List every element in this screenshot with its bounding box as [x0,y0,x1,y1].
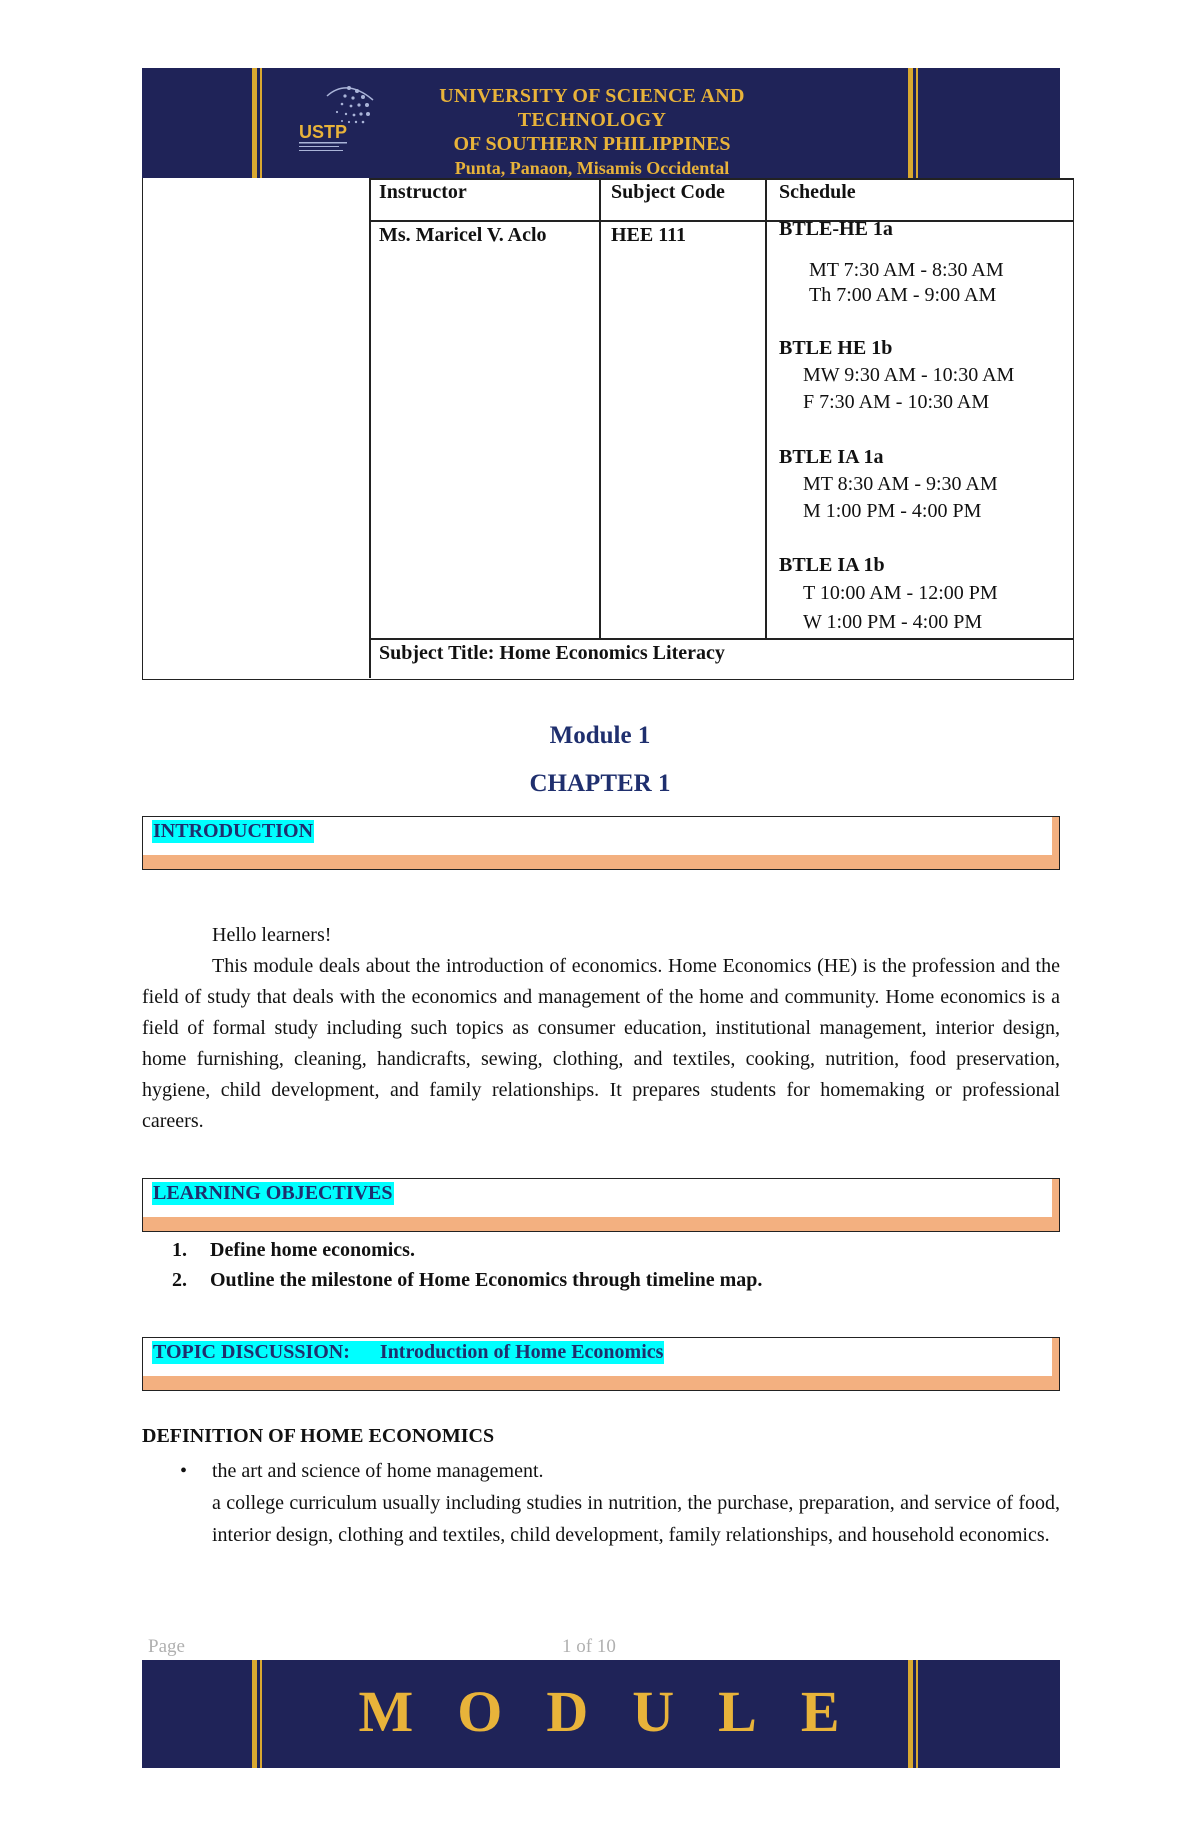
gold-stripe [908,1660,913,1768]
schedule-block [779,444,883,471]
learning-objectives-section-box [142,1178,1060,1232]
header-banner [142,68,1060,178]
list-number: 1. [172,1239,187,1261]
chapter-heading: CHAPTER 1 [529,770,671,797]
objective-text: Define home economics. [210,1239,415,1261]
page-label: Page [148,1636,185,1657]
schedule-time: MT 8:30 AM - 9:30 AM [803,473,998,495]
svg-text:USTP: USTP [299,122,348,142]
page-count: 1 of 10 [562,1636,616,1657]
list-item [180,1455,1060,1487]
schedule-block [779,335,892,362]
gold-stripe [252,68,257,178]
schedule-times [803,471,998,525]
schedule-times [809,258,1004,308]
schedule-time: MT 7:30 AM - 8:30 AM [809,259,1004,281]
topic-discussion-label: TOPIC DISCUSSION: Introduction of Home Economics [153,1341,664,1363]
gold-stripe [260,68,262,178]
schedule-time: M 1:00 PM - 4:00 PM [803,500,982,522]
schedule-times [803,579,998,637]
schedule-time: Th 7:00 AM - 9:00 AM [809,284,997,306]
university-address: Punta, Panaon, Misamis Occidental [454,158,730,178]
schedule-times [803,362,1014,416]
definition-list [180,1455,1060,1551]
definition-continuation: a college curriculum usually including studies in nutrition, the purchase, preparation, and service of food, interior design, clothing and textiles, child development, family relationships, and household economics. [212,1492,1060,1546]
objectives-list [152,1235,1052,1295]
bullet-icon: • [180,1460,188,1482]
gold-stripe [908,68,913,178]
subject-title: Subject Title: Home Economics Literacy [379,642,725,664]
university-name [372,84,812,180]
list-item [152,1235,1052,1265]
footer-banner [142,1660,1060,1768]
schedule-block [779,216,893,243]
ustp-logo [287,76,382,168]
learning-objectives-label: LEARNING OBJECTIVES [153,1182,393,1204]
university-line-1: UNIVERSITY OF SCIENCE AND TECHNOLOGY [439,85,745,131]
list-number: 2. [172,1269,187,1291]
introduction-section-box [142,816,1060,870]
intro-greeting: Hello learners! [212,924,332,946]
module-banner-text: MODULE [358,1679,884,1744]
definition-bullet-text: the art and science of home management. [212,1460,544,1482]
header-instructor: Instructor [379,181,467,203]
schedule-time: MW 9:30 AM - 10:30 AM [803,364,1015,386]
schedule-time: W 1:00 PM - 4:00 PM [803,611,983,633]
university-line-2: OF SOUTHERN PHILIPPINES [453,133,731,155]
subject-code-value: HEE 111 [611,224,687,246]
schedule-section: BTLE IA 1a [779,446,884,468]
instructor-name: Ms. Maricel V. Aclo [379,224,547,246]
objective-text: Outline the milestone of Home Economics through timeline map. [210,1269,763,1291]
topic-discussion-section-box [142,1337,1060,1391]
definition-heading: DEFINITION OF HOME ECONOMICS [142,1425,495,1447]
module-heading: Module 1 [549,722,651,749]
header-schedule: Schedule [779,181,856,203]
schedule-section: BTLE IA 1b [779,554,885,576]
gold-stripe [916,1660,918,1768]
header-subject-code: Subject Code [611,181,725,203]
schedule-section: BTLE-HE 1a [779,218,893,240]
introduction-label: INTRODUCTION [153,820,314,842]
schedule-time: T 10:00 AM - 12:00 PM [803,582,998,604]
schedule-section: BTLE HE 1b [779,337,893,359]
list-item [152,1265,1052,1295]
gold-stripe [916,68,918,178]
schedule-block [779,552,885,579]
intro-paragraph: This module deals about the introduction of economics. Home Economics (HE) is the profession and the field of study that deals with the economics and management of the home and community. Home economics is a field of formal study including such topics as consumer education, institutional management, interior design, home furnishing, cleaning, handicrafts, sewing, clothing, and textiles, cooking, nutrition, food preservation, hygiene, child development, and family relationships. It prepares students for homemaking or professional careers. [142,955,1060,1132]
course-info-table [142,178,1074,680]
schedule-time: F 7:30 AM - 10:30 AM [803,391,990,413]
